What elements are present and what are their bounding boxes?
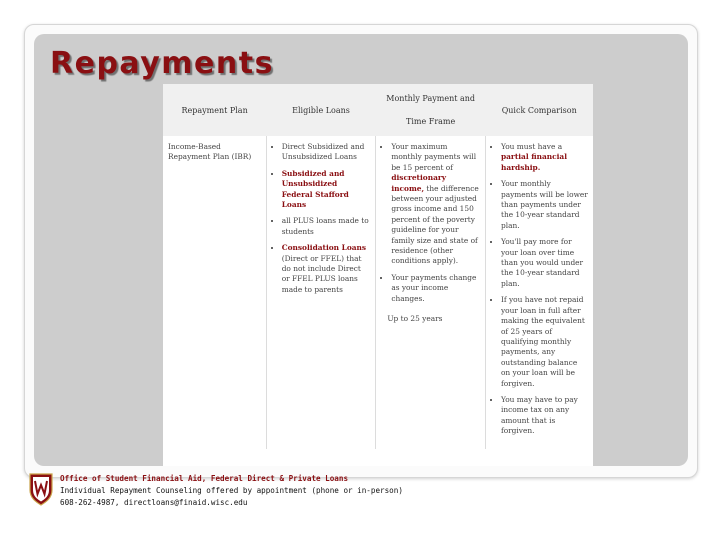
list-item: • If you have not repaid your loan in full after making the equivalent of 25 years of qualifying monthly payments, any outstanding balance on your loan will be forgiven. [501, 295, 588, 389]
slide-title: Repayments [50, 46, 274, 81]
header-eligible-loans: Eligible Loans [266, 84, 376, 136]
bold-text: partial financial hardship. [500, 152, 568, 172]
list-item [282, 169, 371, 211]
table-header-row [163, 84, 593, 136]
list-item: • You may have to pay income tax on any amount that is forgiven. [501, 395, 588, 437]
bold-text: Subsidized and Unsubsidized Federal Stafford Loans [281, 168, 349, 210]
plan-cell [163, 136, 266, 449]
list-item: • Direct Subsidized and Unsubsidized Loans [282, 142, 371, 163]
footer-contact-line: 608-262-4987, directloans@finaid.wisc.edu [60, 498, 248, 507]
time-frame: Up to 25 years [387, 314, 443, 324]
list-item [391, 142, 480, 267]
header-monthly-line1: Monthly Payment and [386, 94, 476, 103]
list-item [501, 142, 588, 173]
list-item-text: You must have a [500, 142, 563, 151]
bold-text: Consolidation Loans [281, 243, 367, 253]
list-item [282, 243, 371, 295]
plan-name: Income-Based Repayment Plan (IBR) [168, 142, 252, 162]
repayment-table [163, 84, 593, 449]
eligible-loans-list [272, 142, 371, 295]
list-item-text: the difference between your adjusted gross income and 150 percent of the poverty guideline for your family size and state of residence (other conditions apply). [391, 183, 479, 266]
monthly-payment-cell [376, 136, 486, 449]
list-item: • You'll pay more for your loan over time than you would under the 10-year standard plan. [501, 237, 588, 289]
bold-text: discretionary income, [391, 173, 447, 193]
eligible-loans-cell [266, 136, 376, 449]
quick-comparison-list [491, 142, 588, 437]
list-item-text: (Direct or FFEL) that do not include Direct or FFEL PLUS loans made to parents [281, 253, 362, 294]
monthly-payment-list [381, 142, 480, 304]
list-item-text: Your maximum monthly payments will be 15 percent of [391, 142, 477, 172]
list-item: • Your payments change as your income changes. [391, 273, 480, 304]
header-repayment-plan: Repayment Plan [163, 84, 266, 136]
footer-office-line: Office of Student Financial Aid, Federal Direct & Private Loans [60, 474, 349, 483]
quick-comparison-cell [485, 136, 593, 449]
header-monthly-payment [376, 84, 486, 136]
uw-crest-icon [28, 472, 54, 506]
table-row [163, 136, 593, 449]
footer-counseling-line: Individual Repayment Counseling offered by appointment (phone or in-person) [60, 486, 403, 495]
header-monthly-line2: Time Frame [406, 117, 456, 126]
repayment-table-image [163, 84, 593, 466]
list-item: • all PLUS loans made to students [282, 216, 371, 237]
list-item: • Your monthly payments will be lower than payments under the 10-year standard plan. [501, 179, 588, 231]
header-quick-comparison: Quick Comparison [485, 84, 593, 136]
